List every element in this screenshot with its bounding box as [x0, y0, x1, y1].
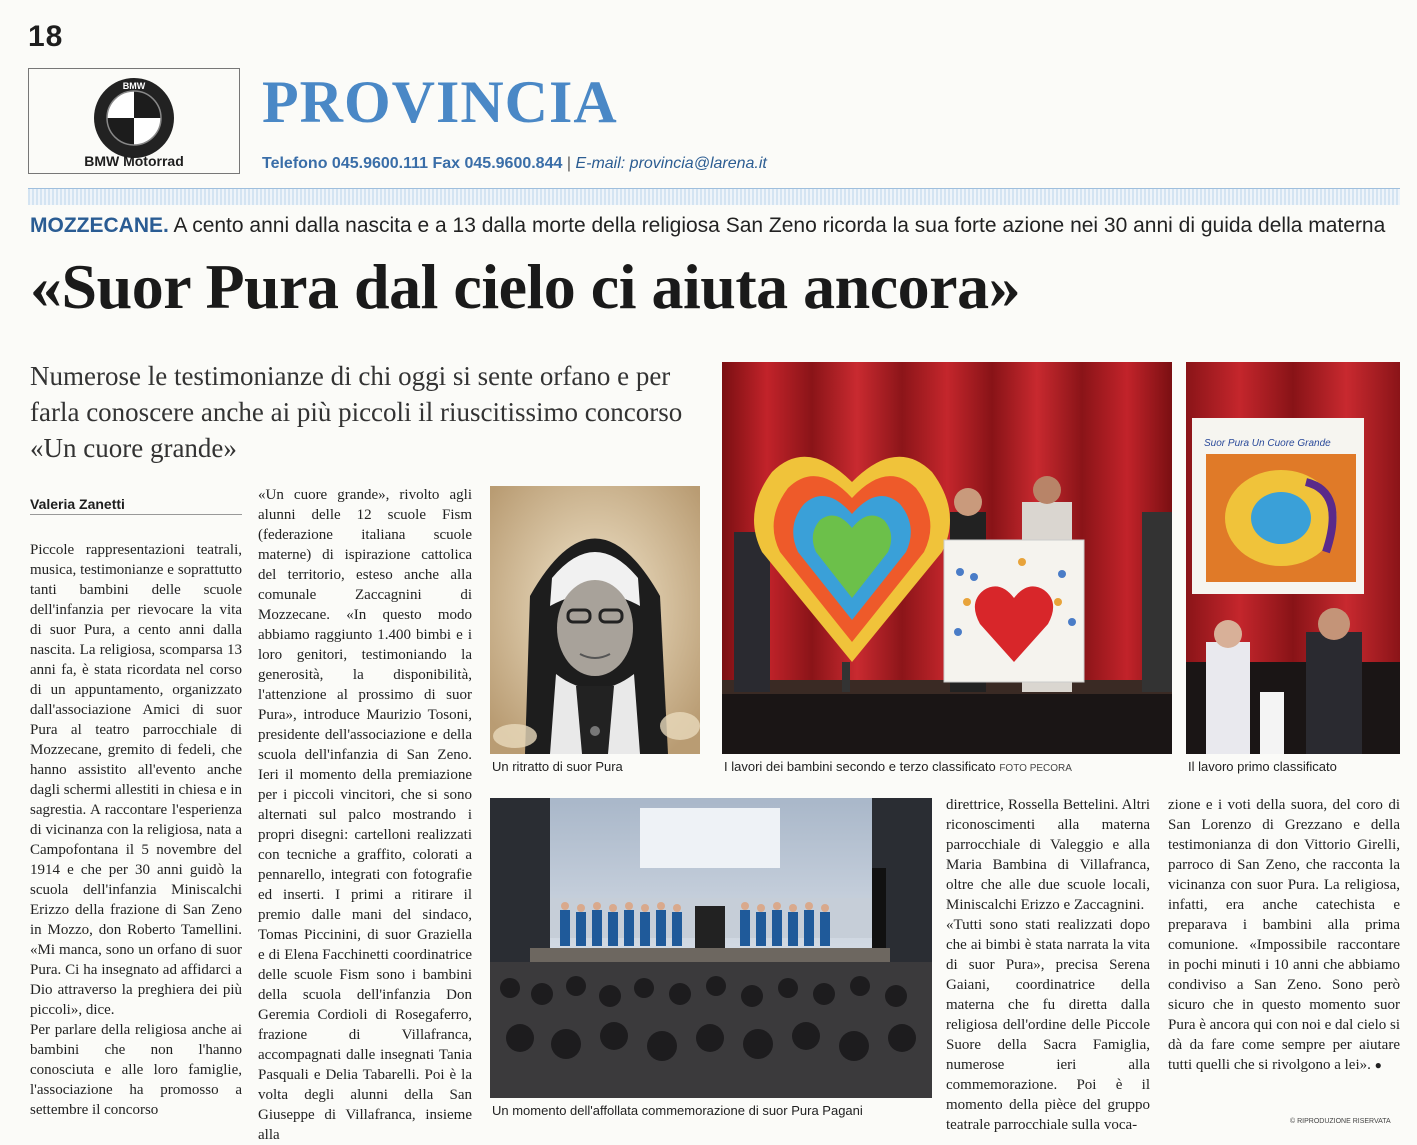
commemoration-caption: Un momento dell'affollata commemorazione di suor Pura Pagani: [492, 1103, 863, 1118]
portrait-caption: Un ritratto di suor Pura: [492, 759, 623, 774]
section-rule: [28, 188, 1400, 205]
article-column-4: [1168, 795, 1400, 1075]
winner-caption: Il lavoro primo classificato: [1188, 759, 1337, 774]
email: E-mail: provincia@larena.it: [575, 155, 767, 172]
paragraph: Per parlare della religiosa anche ai bambini che non l'hanno conosciuta e alle loro famiglie, l'associazione ha promosso a settembre il concorso: [30, 1022, 242, 1118]
section-title: PROVINCIA: [262, 69, 618, 135]
bmw-motorrad-ad: [28, 68, 240, 174]
copyright-notice: © RIPRODUZIONE RISERVATA: [1290, 1118, 1391, 1125]
article-column-3: [946, 795, 1150, 1135]
winner-drawing-text: Suor Pura Un Cuore Grande: [1204, 438, 1331, 449]
article-column-1: [30, 540, 242, 1120]
paragraph: direttrice, Rossella Bettelini. Altri riconoscimenti alla materna parrocchiale di Valeggio e alla Maria Bambina di Villafranca, oltre che alle due scuole locali, Miniscalchi Erizzo e Zaccagnini.: [946, 797, 1150, 913]
byline: Valeria Zanetti: [30, 496, 125, 512]
paragraph: «Tutti sono stati realizzati dopo che ai bimbi è stata narrata la vita di suor Pura», precisa Serena Gaiani, coordinatrice della materna che fu diretta dalla religiosa dell'ordine delle Piccole Suore della Sacra Famiglia, numerose ieri alla commemorazione. Poi è il momento della pièce del gruppo teatrale parrocchiale sulla voca-: [946, 917, 1150, 1133]
location: MOZZECANE.: [30, 214, 169, 237]
phone: Telefono 045.9600.111: [262, 155, 429, 172]
logo-caption: BMW Motorrad: [84, 153, 184, 169]
byline-rule: [30, 514, 242, 515]
contact-separator: |: [566, 155, 571, 172]
kicker: [30, 214, 1402, 238]
children-works-photo: [722, 362, 1172, 754]
winner-photo: [1186, 362, 1400, 754]
children-works-caption: [724, 759, 1072, 774]
paragraph: «Un cuore grande», rivolto agli alunni delle 12 scuole Fism (federazione italiana scuole materne) di ispirazione cattolica del territorio, esteso anche alla comunale Zaccagnini di Mozzecane. «In questo modo abbiamo raggiunto 1.400 bimbi e i loro genitori, testimoniando la generosità, la disponibilità, l'attenzione al prossimo di suor Pura», introduce Maurizio Tosoni, presidente dell'associazione e della scuola dell'infanzia di San Zeno. Ieri il momento della premiazione per i piccoli vincitori, che si sono alternati sul palco mostrando i propri disegni: cartelloni realizzati con tecniche a graffito, colorati a pennarello, integrati con fotografie ed inserti. I primi a ritirare il premio dalle mani del sindaco, Tomas Piccinini, di suor Graziella e di Elena Facchinetti coordinatrice delle scuole Fism sono i bambini della scuola dell'infanzia Don Geremia Cordioli di Rosegaferro, frazione di Villafranca, accompagnati dalle insegnati Tania Pasquali e Delia Tabarelli. Poi è la volta degli alunni della San Giuseppe di Villafranca, insieme alla: [258, 487, 472, 1143]
paragraph: Piccole rappresentazioni teatrali, musica, testimonianze e soprattutto tanti bambini delle scuole dell'infanzia per rievocare la vita di suor Pura, a cento anni dalla nascita. La religiosa, scomparsa 13 anni fa, è stata ricordata nel corso di un appuntamento, organizzato dall'associazione Amici di suor Pura al teatro parrocchiale di Mozzecane, gremito di fedeli, che hanno assistito all'evento anche dagli schermi allestiti in chiesa e in sagrestia. A raccontare l'esperienza di vicinanza con la religiosa, nata a Campofontana il 5 novembre del 1914 e che per 30 anni guidò la scuola dell'infanzia Miniscalchi Erizzo della frazione di San Zeno in Mozzo, don Roberto Tamellini. «Mi manca, sono un orfano di suor Pura. Ci ha insegnato ad affidarci a Dio attraverso la preghiera dei più piccoli», dice.: [30, 542, 242, 1018]
paragraph: [1168, 795, 1400, 1075]
subheadline: Numerose le testimonianze di chi oggi si sente orfano e per farla conoscere anche ai più piccoli il riuscitissimo concorso «Un cuore grande»: [30, 361, 683, 463]
end-mark: ●: [1374, 1058, 1382, 1072]
commemoration-photo: [490, 798, 932, 1098]
kicker-text: A cento anni dalla nascita e a 13 dalla morte della religiosa San Zeno ricorda la sua forte azione nei 30 anni di guida della materna: [173, 214, 1386, 237]
logo-letters: BMW: [122, 81, 146, 91]
paragraph-text: zione e i voti della suora, del coro di San Lorenzo di Grezzano e della testimonianza di don Vittorio Girelli, parroco di San Zeno, che racconta la vicinanza con suor Pura. La religiosa, infatti, era anche catechista e preparava i bambini alla prima comunione. «Impossibile raccontare in pochi minuti i 10 anni che abbiamo condiviso a San Zeno. Sono però sicuro che in questo momento suor Pura è ancora qui con noi e dal cielo si dà da fare come sempre per aiutare tutti quelli che si rivolgono a lei».: [1168, 797, 1401, 1073]
contact-line: [262, 155, 767, 173]
photo-credit: FOTO PECORA: [999, 763, 1072, 774]
fax: Fax 045.9600.844: [432, 155, 563, 172]
bmw-logo-icon: [93, 77, 175, 159]
children-works-caption-text: I lavori dei bambini secondo e terzo classificato: [724, 759, 996, 774]
portrait-photo: [490, 486, 700, 754]
headline: «Suor Pura dal cielo ci aiuta ancora»: [30, 251, 1021, 322]
article-column-2: [258, 485, 472, 1145]
page-number: 18: [28, 20, 64, 53]
